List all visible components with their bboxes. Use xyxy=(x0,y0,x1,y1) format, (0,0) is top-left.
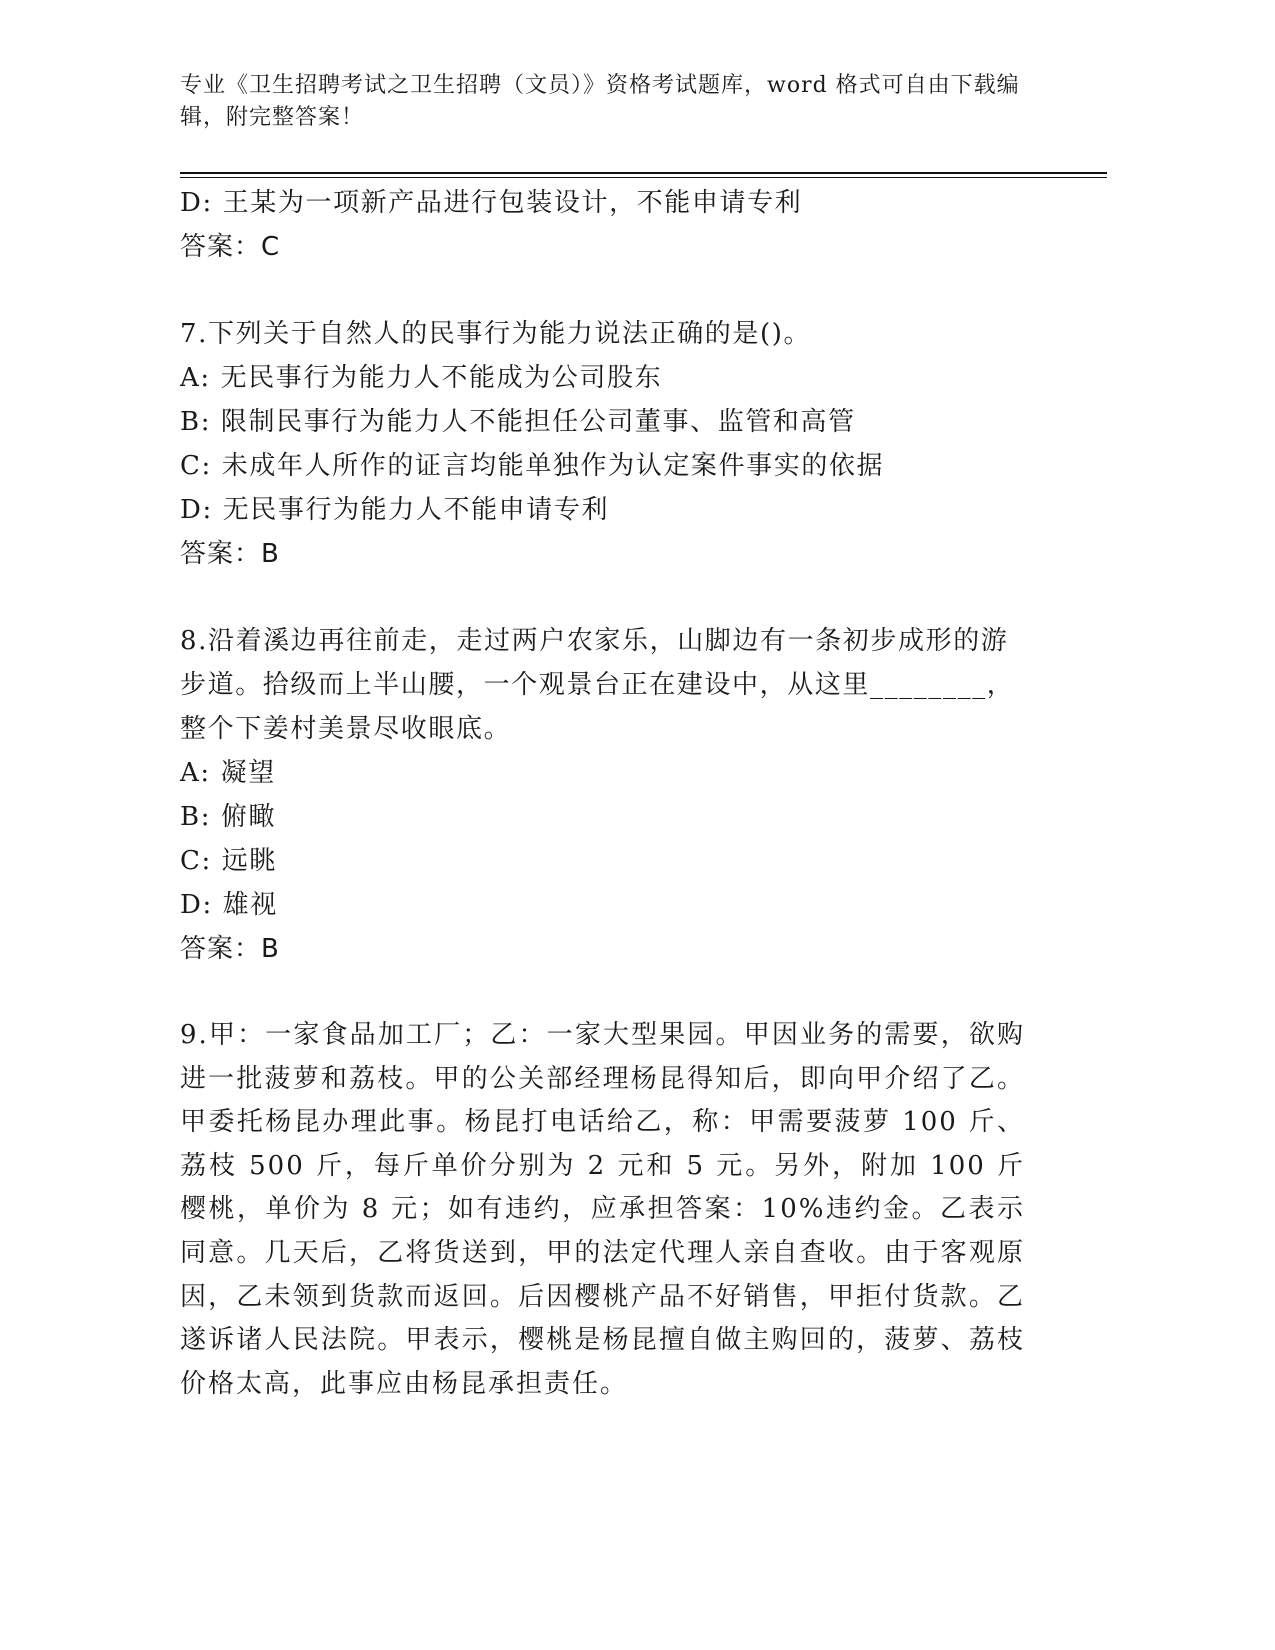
header-rule-thick xyxy=(180,172,1107,174)
q8-option-d: D: 雄视 xyxy=(180,890,278,920)
q8-answer: 答案：B xyxy=(180,934,280,964)
q8-option-a: A: 凝望 xyxy=(180,758,276,788)
spacer xyxy=(180,971,1030,1014)
q8-stem-line-1: 8.沿着溪边再往前走，走过两户农家乐，山脚边有一条初步成形的游 xyxy=(180,626,1009,656)
document-body xyxy=(180,181,1030,1406)
q7-stem: 7.下列关于自然人的民事行为能力说法正确的是()。 xyxy=(180,319,812,349)
q6-option-d: D: 王某为一项新产品进行包装设计，不能申请专利 xyxy=(180,188,803,218)
q8-option-c: C: 远眺 xyxy=(180,846,277,876)
q7-option-d: D: 无民事行为能力人不能申请专利 xyxy=(180,495,610,525)
q7-option-c: C: 未成年人所作的证言均能单独作为认定案件事实的依据 xyxy=(180,451,885,481)
q6-answer: 答案：C xyxy=(180,232,281,262)
q7-option-b: B: 限制民事行为能力人不能担任公司董事、监管和高管 xyxy=(180,407,856,437)
spacer xyxy=(180,576,1030,619)
q7-answer: 答案：B xyxy=(180,539,280,569)
q9-stem: 9.甲：一家食品加工厂；乙：一家大型果园。甲因业务的需要，欲购进一批菠萝和荔枝。甲的公关部经理杨昆得知后，即向甲介绍了乙。甲委托杨昆办理此事。杨昆打电话给乙，称：甲需要菠萝 100 斤、荔枝 500 斤，每斤单价分别为 2 元和 5 元。另外，附加 100 斤樱桃，单价为 8 元；如有违约，应承担答案：10%违约金。乙表示同意。几天后，乙将货送到，甲的法定代理人亲自查收。由于客观原因，乙未领到货款而返回。后因樱桃产品不好销售，甲拒付货款。乙遂诉诸人民法院。甲表示，樱桃是杨昆擅自做主购回的，菠萝、荔枝价格太高，此事应由杨昆承担责任。 xyxy=(180,1020,1025,1399)
header-rule-thin xyxy=(180,177,1107,178)
q8-stem-line-2: 步道。拾级而上半山腰，一个观景台正在建设中，从这里________， xyxy=(180,670,1015,700)
q8-option-b: B: 俯瞰 xyxy=(180,802,277,832)
q7-option-a: A: 无民事行为能力人不能成为公司股东 xyxy=(180,363,663,393)
q8-stem-line-3: 整个下姜村美景尽收眼底。 xyxy=(180,714,512,744)
spacer xyxy=(180,269,1030,312)
document-header: 专业《卫生招聘考试之卫生招聘（文员）》资格考试题库，word 格式可自由下载编辑，附完整答案！ xyxy=(180,73,1020,130)
